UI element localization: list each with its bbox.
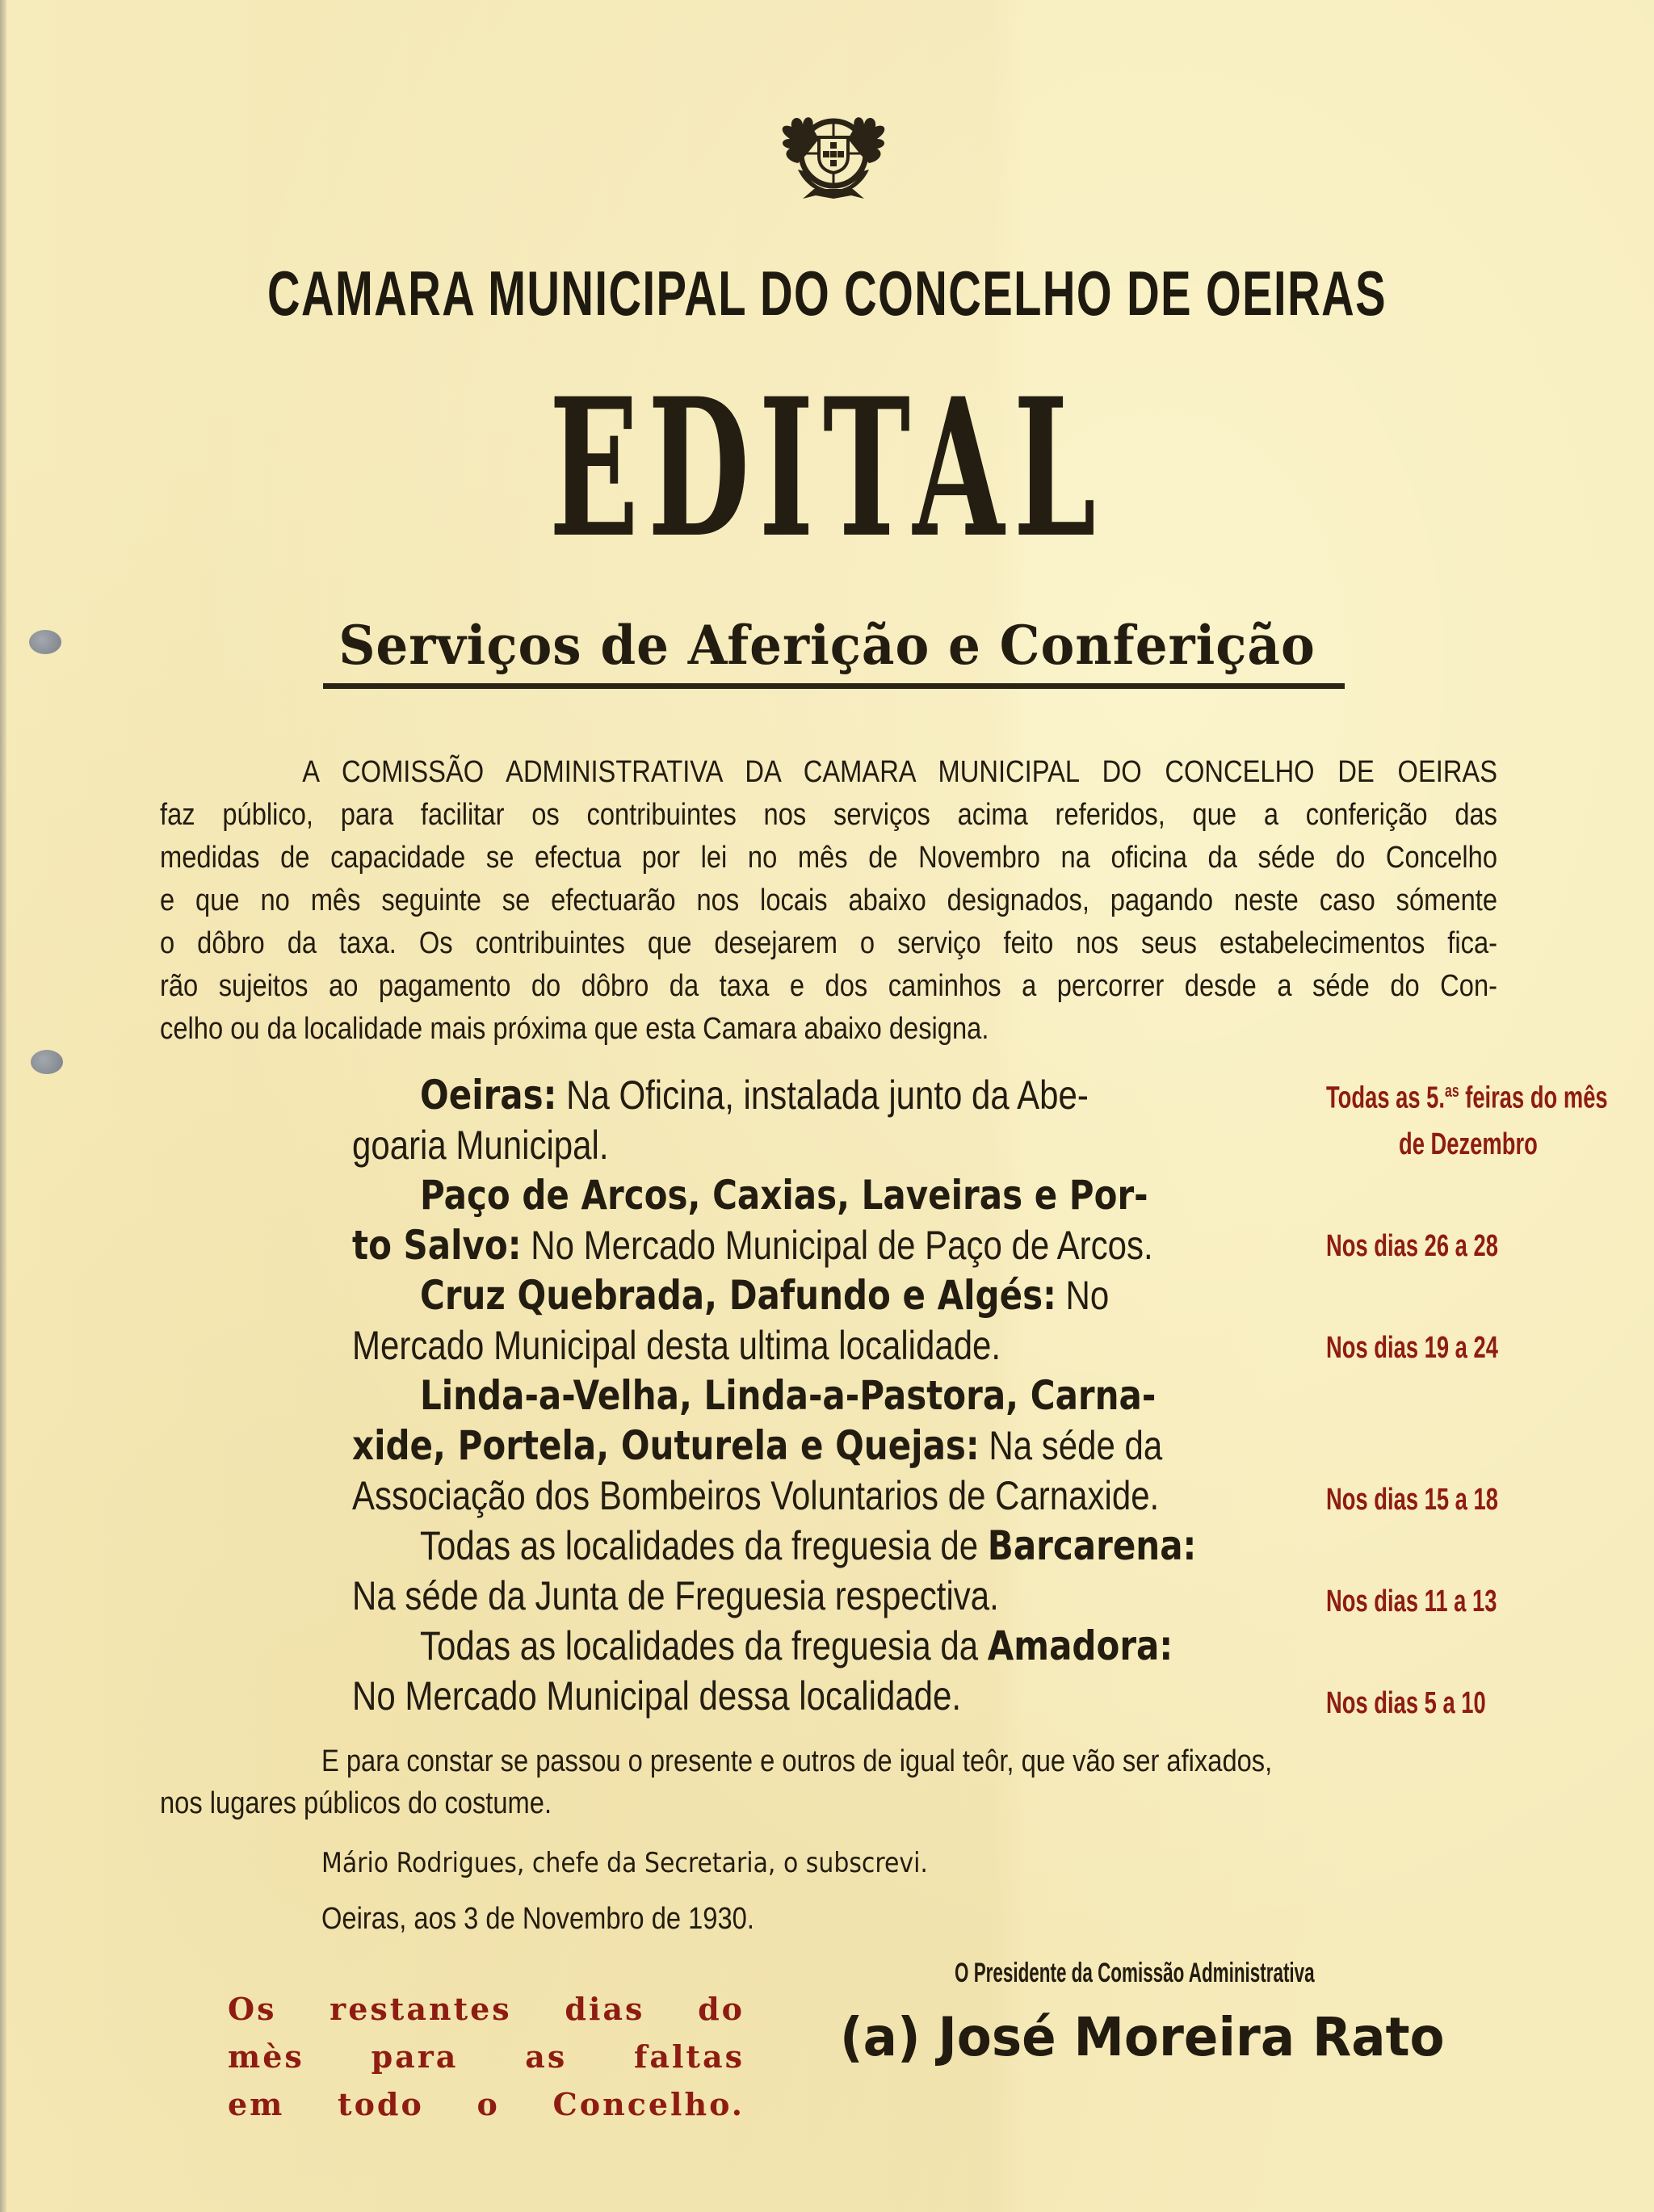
- place-name: to Salvo:: [352, 1222, 522, 1269]
- entry-text: Todas as localidades da freguesia de: [420, 1523, 988, 1568]
- document-title: EDITAL: [548, 357, 1106, 580]
- entry-oeiras-line2: goaria Municipal.: [352, 1123, 609, 1168]
- dates-oeiras-line2: de Dezembro: [1399, 1127, 1538, 1161]
- entry-text: Na Oficina, instalada junto da Abe-: [556, 1072, 1089, 1118]
- place-name: Paço de Arcos, Caxias, Laveiras e Por-: [420, 1172, 1148, 1219]
- place-name: Linda-a-Velha, Linda-a-Pastora, Carna-: [420, 1372, 1157, 1419]
- date-place: Oeiras, aos 3 de Novembro de 1930.: [321, 1902, 754, 1936]
- place-name: Oeiras:: [420, 1072, 557, 1119]
- footnote-line: mès para as faltas: [228, 2038, 745, 2075]
- intro-paragraph: [160, 751, 1501, 1051]
- dates-barcarena: Nos dias 11 a 13: [1326, 1584, 1497, 1618]
- entry-text: No: [1056, 1273, 1110, 1318]
- locations-list: [352, 1070, 1321, 1721]
- dates-oeiras-line1: [1326, 1081, 1608, 1116]
- place-name: Amadora:: [987, 1622, 1173, 1669]
- entry-paco-line1: [352, 1170, 1166, 1220]
- subtitle-underline: [323, 683, 1345, 689]
- intro-line: celho ou da localidade mais próxima que esta Camara abaixo designa.: [160, 1012, 989, 1046]
- paper-edge: [0, 0, 6, 2212]
- entry-cruz-line2: Mercado Municipal desta ultima localidade.: [352, 1323, 1001, 1368]
- place-name: Cruz Quebrada, Dafundo e Algés:: [420, 1272, 1056, 1319]
- entry-linda-line2: [352, 1421, 1166, 1471]
- intro-line: e que no mês seguinte se efectuarão nos locais abaixo designados, pagando neste caso sómente: [160, 884, 1498, 917]
- secretary-line: Mário Rodrigues, chefe da Secretaria, o subscrevi.: [321, 1847, 928, 1879]
- footnote-line: em todo o Concelho.: [228, 2086, 745, 2122]
- closing-line2: nos lugares públicos do costume.: [160, 1786, 552, 1820]
- footnote-line: Os restantes dias do: [228, 1991, 745, 2027]
- entry-amadora-line2: No Mercado Municipal dessa localidade.: [352, 1673, 962, 1719]
- entry-text: Todas as localidades da freguesia da: [420, 1623, 988, 1668]
- signatory-title: O Presidente da Comissão Administrativa: [955, 1958, 1315, 1988]
- entry-cruz-line1: [352, 1270, 1166, 1320]
- entry-paco-line2: [352, 1220, 1166, 1270]
- dates-text: feiras do mês: [1459, 1081, 1608, 1115]
- intro-line: A COMISSÃO ADMINISTRATIVA DA CAMARA MUNICIPAL DO CONCELHO DE OEIRAS: [302, 755, 1498, 789]
- closing-line1: E para constar se passou o presente e outros de igual teôr, que vão ser afixados,: [321, 1744, 1273, 1778]
- entry-barcarena-line2: Na séde da Junta de Freguesia respectiva.: [352, 1573, 999, 1618]
- entry-text: Na séde da: [979, 1423, 1163, 1468]
- intro-line: rão sujeitos ao pagamento do dôbro da taxa e dos caminhos a percorrer desde a séde do Con-: [160, 969, 1498, 1003]
- place-name: xide, Portela, Outurela e Quejas:: [352, 1422, 980, 1469]
- intro-line: o dôbro da taxa. Os contribuintes que desejarem o serviço feito nos seus estabelecimentos fica-: [160, 926, 1498, 960]
- place-name: Barcarena:: [987, 1522, 1197, 1569]
- entry-oeiras-line1: [352, 1070, 1166, 1120]
- entry-barcarena-line1: [352, 1521, 1197, 1571]
- intro-line: faz público, para facilitar os contribuintes nos serviços acima referidos, que a conferição das: [160, 798, 1498, 832]
- dates-text: Todas as 5.: [1326, 1081, 1446, 1115]
- dates-superscript: as: [1445, 1081, 1459, 1101]
- entry-amadora-line1: [352, 1621, 1173, 1671]
- municipality-heading: CAMARA MUNICIPAL DO CONCELHO DE OEIRAS: [267, 258, 1387, 329]
- entry-linda-line3: Associação dos Bombeiros Voluntarios de Carnaxide.: [352, 1473, 1160, 1518]
- dates-paco: Nos dias 26 a 28: [1326, 1229, 1498, 1263]
- dates-linda: Nos dias 15 a 18: [1326, 1483, 1498, 1517]
- dates-cruz: Nos dias 19 a 24: [1326, 1331, 1498, 1365]
- punch-hole: [31, 1050, 63, 1074]
- footnote: [228, 1985, 745, 2128]
- document-subtitle: Serviços de Aferição e Conferição: [338, 614, 1316, 677]
- intro-line: medidas de capacidade se efectua por lei no mês de Novembro na oficina da séde do Concelho: [160, 841, 1498, 875]
- signature: (a) José Moreira Rato: [840, 2006, 1445, 2068]
- dates-amadora: Nos dias 5 a 10: [1326, 1686, 1486, 1720]
- entry-linda-line1: [352, 1370, 1166, 1421]
- entry-text: No Mercado Municipal de Paço de Arcos.: [521, 1223, 1153, 1268]
- coat-of-arms-icon: [774, 107, 893, 202]
